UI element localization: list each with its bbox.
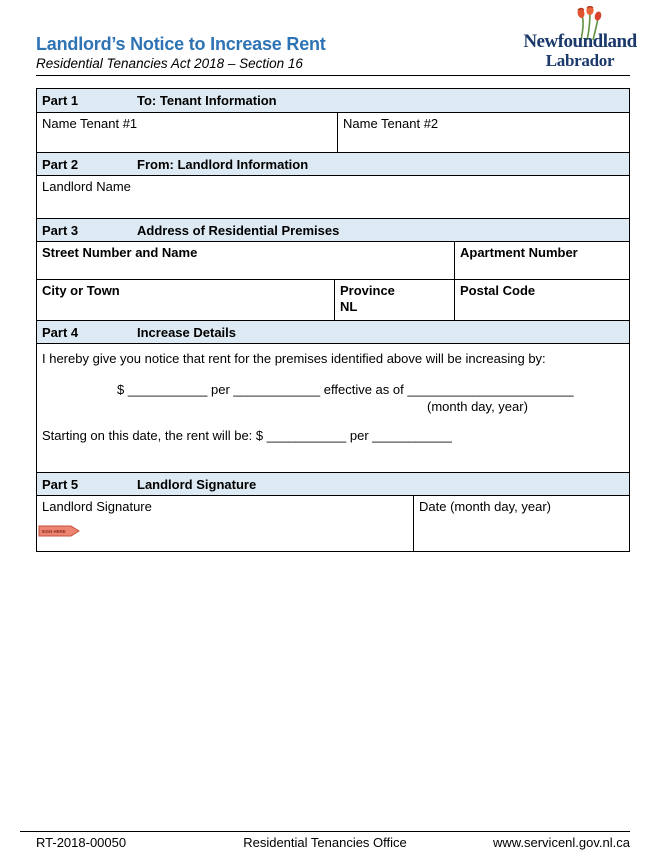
footer-website: www.servicenl.gov.nl.ca	[492, 835, 630, 850]
form-number: RT-2018-00050	[36, 835, 127, 850]
new-rent-blanks[interactable]: Starting on this date, the rent will be: $ ___________ per ___________	[42, 428, 452, 443]
city-row	[37, 279, 629, 320]
part4-label: Part 4	[42, 325, 79, 340]
landlord-name-field[interactable]	[37, 176, 629, 218]
tenant-name-row	[37, 112, 629, 152]
tenant2-name-field[interactable]	[337, 113, 629, 152]
part3-header	[37, 218, 629, 241]
part2-title: From: Landlord Information	[137, 157, 309, 172]
apartment-number-label: Apartment Number	[460, 245, 578, 260]
part3-title: Address of Residential Premises	[137, 223, 340, 238]
street-label: Street Number and Name	[42, 245, 198, 260]
city-label: City or Town	[42, 283, 120, 298]
rent-increase-form	[36, 88, 630, 552]
province-field[interactable]	[334, 280, 454, 320]
part1-header	[37, 89, 629, 112]
tenant1-name-label: Name Tenant #1	[42, 116, 138, 131]
footer-office-name: Residential Tenancies Office	[243, 835, 407, 850]
effective-date-hint: (month day, year)	[427, 399, 528, 414]
part1-title: To: Tenant Information	[137, 93, 277, 108]
postal-code-label: Postal Code	[460, 283, 536, 298]
postal-code-field[interactable]	[454, 280, 629, 320]
street-field[interactable]	[37, 242, 454, 279]
landlord-name-label: Landlord Name	[42, 179, 131, 194]
part3-label: Part 3	[42, 223, 79, 238]
logo-wordmark	[519, 32, 641, 69]
increase-details-cell[interactable]	[37, 343, 629, 472]
part5-label: Part 5	[42, 477, 79, 492]
sign-here-tag-icon	[38, 525, 80, 541]
part2-header	[37, 152, 629, 175]
street-row	[37, 241, 629, 279]
landlord-name-row	[37, 175, 629, 218]
tenant1-name-field[interactable]	[37, 113, 337, 152]
sign-here-tag-text: SIGN HERE	[41, 529, 66, 534]
part2-label: Part 2	[42, 157, 79, 172]
part1-label: Part 1	[42, 93, 79, 108]
part4-title: Increase Details	[137, 325, 237, 340]
newfoundland-labrador-logo	[519, 6, 641, 72]
landlord-signature-field[interactable]	[37, 496, 413, 551]
increase-intro-text: I hereby give you notice that rent for the premises identified above will be increasing by:	[42, 351, 546, 366]
signature-date-field[interactable]	[413, 496, 629, 551]
part4-header	[37, 320, 629, 343]
city-field[interactable]	[37, 280, 334, 320]
document-footer	[20, 831, 630, 850]
province-value: NL	[340, 299, 358, 314]
increase-amount-blanks[interactable]: $ ___________ per ____________ effective as of _______________________	[117, 382, 574, 397]
province-label: Province	[340, 283, 395, 298]
apartment-number-field[interactable]	[454, 242, 629, 279]
page-subtitle: Residential Tenancies Act 2018 – Section 16	[36, 55, 630, 76]
part5-title: Landlord Signature	[137, 477, 257, 492]
landlord-signature-label: Landlord Signature	[42, 499, 152, 514]
tenant2-name-label: Name Tenant #2	[343, 116, 439, 131]
page-title: Landlord’s Notice to Increase Rent	[36, 34, 326, 54]
logo-line-newfoundland: Newfoundland	[523, 31, 637, 52]
signature-date-label: Date (month day, year)	[419, 499, 551, 514]
logo-line-labrador: Labrador	[545, 51, 615, 70]
part5-header	[37, 472, 629, 495]
signature-row	[37, 495, 629, 551]
